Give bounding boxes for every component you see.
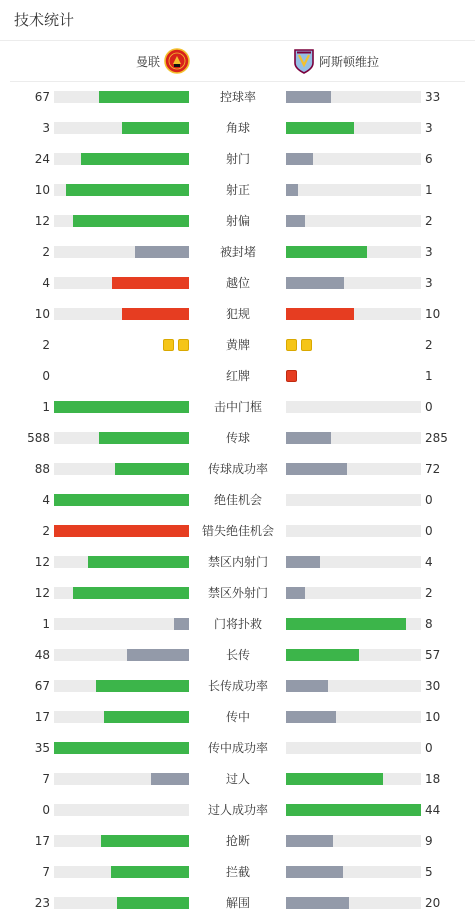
away-value: 18 [425,772,441,786]
home-bar-track [54,308,189,320]
away-bar-track [286,308,421,320]
stat-label: 传球成功率 [207,462,268,476]
away-bar-track [286,91,421,103]
stat-row [0,764,475,795]
stat-row [0,175,475,206]
away-value: 10 [425,710,441,724]
stat-row [0,795,475,826]
away-value: 6 [425,152,433,166]
yellow-card-icon [301,339,312,351]
home-team-name: 曼联 [135,54,160,69]
stat-label: 门将扑救 [213,617,262,631]
stat-label: 过人 [225,772,250,786]
stat-row [0,485,475,516]
stat-label: 禁区内射门 [207,555,268,569]
home-bar-fill [73,215,189,227]
home-bar-fill [96,680,189,692]
home-bar-track [54,525,189,537]
stat-label: 角球 [225,121,250,135]
stat-label: 传中成功率 [207,741,268,755]
stat-label: 射正 [225,183,250,197]
home-bar-track [54,277,189,289]
home-cards [163,339,189,351]
home-bar-fill [127,649,189,661]
home-bar-fill [174,618,189,630]
stat-label: 绝佳机会 [213,493,262,507]
home-value: 0 [42,369,50,383]
stat-label: 解围 [225,896,250,910]
home-bar-track [54,804,189,816]
away-value: 1 [425,369,433,383]
away-bar-track [286,835,421,847]
stat-label: 拦截 [225,865,250,879]
home-bar-track [54,835,189,847]
home-bar-fill [101,835,189,847]
away-bar-fill [286,277,344,289]
home-value: 24 [34,152,50,166]
away-cards [286,339,312,351]
away-value: 44 [425,803,441,817]
home-value: 10 [34,183,50,197]
stat-row [0,733,475,764]
stat-label: 长传 [225,648,250,662]
home-value: 1 [42,400,50,414]
away-bar-fill [286,432,331,444]
stat-row [0,237,475,268]
stat-label: 射门 [225,152,250,166]
away-bar-fill [286,835,333,847]
stat-label: 射偏 [225,214,250,228]
stat-row [0,330,475,361]
home-bar-track [54,432,189,444]
away-bar-fill [286,246,367,258]
away-bar-track [286,184,421,196]
away-value: 285 [425,431,448,445]
away-bar-track [286,897,421,909]
home-bar-track [54,215,189,227]
away-value: 57 [425,648,441,662]
stat-row [0,888,475,919]
home-bar-track [54,494,189,506]
stat-row [0,454,475,485]
home-bar-fill [66,184,189,196]
stat-label: 抢断 [225,834,250,848]
stat-label: 击中门框 [213,400,262,414]
home-value: 35 [34,741,50,755]
home-bar-track [54,680,189,692]
away-bar-fill [286,463,347,475]
stat-row [0,702,475,733]
away-bar-fill [286,587,305,599]
home-bar-track [54,122,189,134]
away-value: 72 [425,462,441,476]
home-value: 2 [42,338,50,352]
home-value: 7 [42,865,50,879]
stat-row [0,578,475,609]
away-bar-fill [286,153,313,165]
away-bar-track [286,649,421,661]
home-value: 4 [42,276,50,290]
stat-row [0,671,475,702]
stat-row [0,268,475,299]
away-bar-track [286,432,421,444]
away-bar-fill [286,649,359,661]
stat-row [0,361,475,392]
home-value: 88 [34,462,50,476]
away-bar-track [286,494,421,506]
home-bar-track [54,711,189,723]
stat-row [0,82,475,113]
home-bar-fill [111,866,189,878]
stat-label: 红牌 [225,369,250,383]
home-bar-track [54,91,189,103]
home-value: 7 [42,772,50,786]
away-value: 30 [425,679,441,693]
home-bar-track [54,866,189,878]
away-bar-track [286,277,421,289]
away-bar-fill [286,556,320,568]
manchester-united-crest-icon [164,48,190,74]
home-value: 3 [42,121,50,135]
yellow-card-icon [178,339,189,351]
away-bar-track [286,587,421,599]
home-bar-fill [117,897,189,909]
away-value: 20 [425,896,441,910]
away-bar-track [286,525,421,537]
stat-label: 越位 [225,276,250,290]
home-bar-track [54,742,189,754]
away-bar-track [286,804,421,816]
home-bar-fill [81,153,189,165]
away-value: 3 [425,121,433,135]
away-bar-fill [286,804,421,816]
home-value: 1 [42,617,50,631]
away-bar-fill [286,215,305,227]
home-bar-fill [54,494,189,506]
home-value: 67 [34,679,50,693]
away-bar-track [286,773,421,785]
stats-list [0,82,475,919]
home-value: 48 [34,648,50,662]
stat-row [0,392,475,423]
stat-row [0,609,475,640]
home-bar-track [54,401,189,413]
stat-label: 黄牌 [225,338,250,352]
home-value: 2 [42,245,50,259]
stat-row [0,547,475,578]
away-team[interactable] [293,41,379,81]
stat-row [0,299,475,330]
home-bar-fill [104,711,189,723]
home-value: 2 [42,524,50,538]
home-value: 17 [34,834,50,848]
away-value: 5 [425,865,433,879]
stat-row [0,826,475,857]
home-bar-fill [99,432,189,444]
home-bar-track [54,153,189,165]
away-value: 0 [425,493,433,507]
home-bar-fill [73,587,189,599]
stat-row [0,206,475,237]
stat-label: 过人成功率 [207,803,268,817]
home-bar-track [54,587,189,599]
stat-label: 长传成功率 [207,679,268,693]
away-value: 0 [425,400,433,414]
away-bar-track [286,711,421,723]
away-bar-track [286,680,421,692]
home-bar-fill [151,773,189,785]
away-bar-track [286,742,421,754]
away-bar-track [286,153,421,165]
home-value: 588 [27,431,50,445]
away-bar-track [286,463,421,475]
away-team-name: 阿斯顿维拉 [319,54,380,69]
away-value: 4 [425,555,433,569]
home-bar-track [54,649,189,661]
home-bar-track [54,463,189,475]
home-value: 12 [34,586,50,600]
stat-row [0,144,475,175]
home-bar-fill [54,525,189,537]
stat-label: 传球 [225,431,250,445]
away-value: 3 [425,245,433,259]
away-value: 8 [425,617,433,631]
home-bar-track [54,897,189,909]
away-value: 0 [425,741,433,755]
home-bar-fill [88,556,189,568]
home-value: 12 [34,214,50,228]
home-bar-track [54,773,189,785]
away-bar-fill [286,680,328,692]
home-bar-track [54,556,189,568]
stat-row [0,113,475,144]
aston-villa-crest-icon [293,48,315,74]
yellow-card-icon [163,339,174,351]
home-value: 10 [34,307,50,321]
away-value: 33 [425,90,441,104]
away-bar-fill [286,308,354,320]
away-bar-fill [286,184,298,196]
home-bar-track [54,184,189,196]
away-value: 0 [425,524,433,538]
away-value: 9 [425,834,433,848]
away-value: 10 [425,307,441,321]
stat-label: 禁区外射门 [207,586,268,600]
teams-header [0,41,475,81]
home-bar-fill [54,742,189,754]
away-bar-fill [286,866,343,878]
home-team[interactable] [136,41,190,81]
away-bar-fill [286,711,336,723]
red-card-icon [286,370,297,382]
away-bar-fill [286,122,354,134]
away-cards [286,370,297,382]
home-value: 4 [42,493,50,507]
home-value: 12 [34,555,50,569]
stat-row [0,640,475,671]
home-bar-fill [99,91,189,103]
home-value: 17 [34,710,50,724]
page-title: 技术统计 [14,11,75,29]
home-value: 0 [42,803,50,817]
home-bar-track [54,246,189,258]
stat-row [0,516,475,547]
home-bar-fill [122,122,190,134]
away-value: 2 [425,586,433,600]
away-bar-track [286,618,421,630]
home-bar-fill [54,401,189,413]
stat-row [0,857,475,888]
away-bar-fill [286,91,331,103]
away-bar-fill [286,773,383,785]
home-bar-fill [115,463,189,475]
stat-label: 控球率 [219,90,256,104]
home-value: 23 [34,896,50,910]
stat-label: 被封堵 [219,245,256,259]
away-bar-track [286,556,421,568]
stat-label: 传中 [225,710,250,724]
stat-row [0,423,475,454]
away-bar-track [286,866,421,878]
home-value: 67 [34,90,50,104]
yellow-card-icon [286,339,297,351]
away-value: 1 [425,183,433,197]
away-bar-track [286,246,421,258]
away-value: 3 [425,276,433,290]
away-bar-fill [286,897,349,909]
home-bar-fill [135,246,189,258]
away-bar-track [286,401,421,413]
away-bar-fill [286,618,406,630]
away-bar-track [286,122,421,134]
away-value: 2 [425,214,433,228]
home-bar-fill [122,308,190,320]
away-bar-track [286,215,421,227]
stat-label: 犯规 [225,307,250,321]
home-bar-fill [112,277,189,289]
home-bar-track [54,618,189,630]
away-value: 2 [425,338,433,352]
stat-label: 错失绝佳机会 [201,524,274,538]
